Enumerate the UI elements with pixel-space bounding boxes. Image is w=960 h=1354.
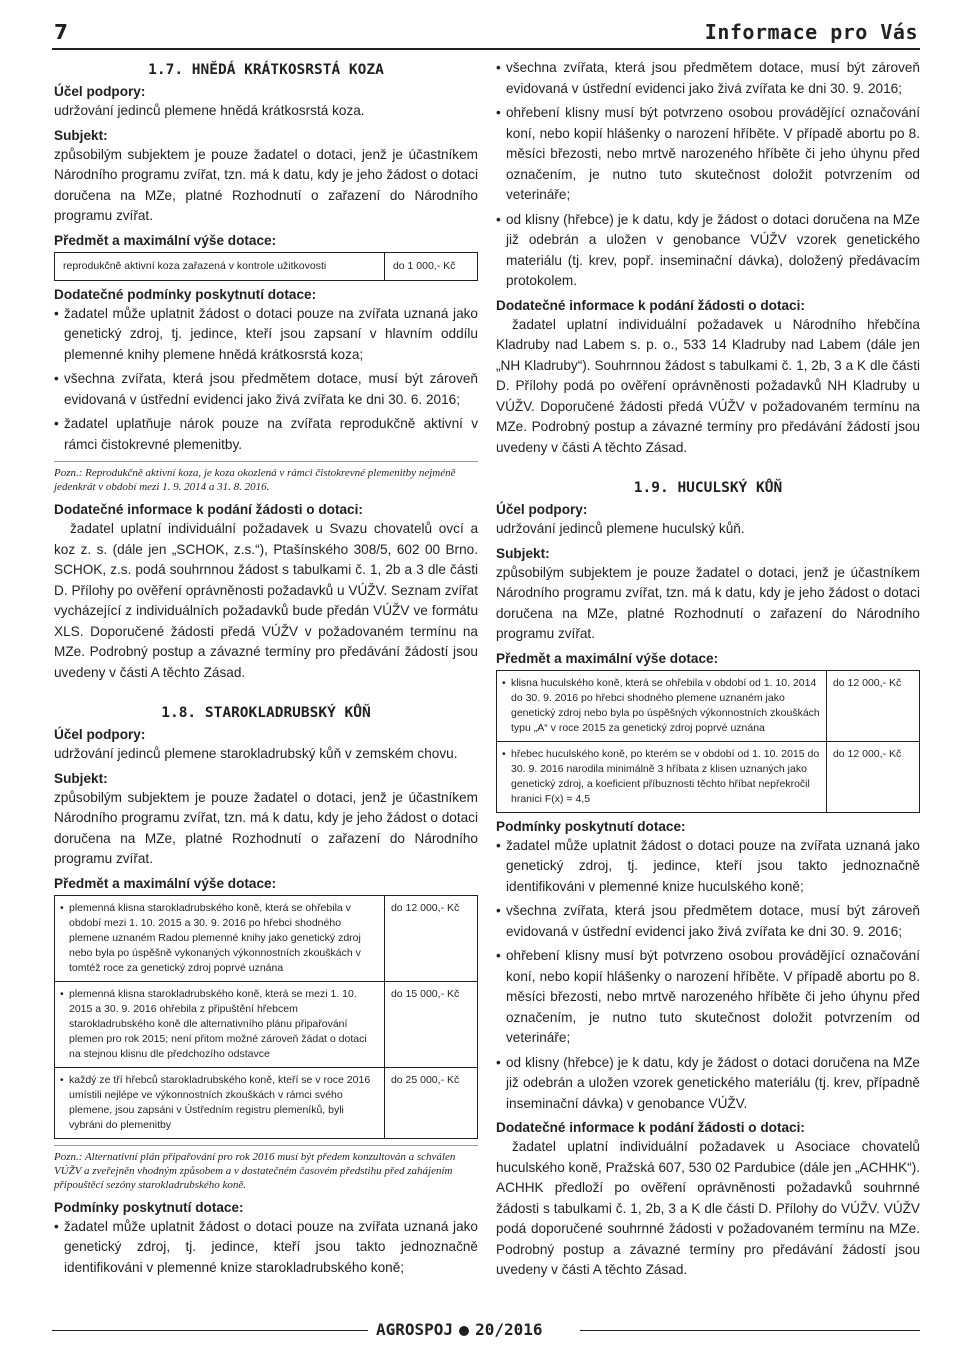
heading-info: Dodatečné informace k podání žádosti o dotaci: — [54, 502, 363, 517]
list-item: • od klisny (hřebce) je k datu, kdy je žádost o dotaci doručena na MZe již odebrán a uložen vzorek genetického materiálu (tj. krev, případně inseminační dávka) v genobance VÚŽV. — [496, 1053, 920, 1115]
footnote: Pozn.: Alternativní plán připařování pro rok 2016 musí být předem konzultován a schválen VÚŽV a zveřejněn vhodným způsobem a v dostatečném časovém předstihu před zahájením připouštěcí sezóny starokladrubského koně. — [54, 1145, 478, 1192]
table-cell-desc: • plemenná klisna starokladrubského koně, která se ohřebila v období mezi 1. 10. 2015 a 30. 9. 2016 po hřebci shodného plemene uznaném Radou plemenné knihy jako genetický zdroj nebo byla po úspěšně vykonaných výkonnostních zkouškách v tomtéž roce za genetický zdroj poprvé uznána — [55, 895, 385, 981]
table-cell-value: do 12 000,- Kč — [826, 741, 919, 812]
table-cell-desc: • plemenná klisna starokladrubského koně, která se mezi 1. 10. 2015 a 30. 9. 2016 ohřebila z připuštění hřebcem starokladrubského koně dle alternativního plánu připařování plemen pro rok 2015; není přitom možné zároveň žádat o dotaci na stejnou klisnu dle předchozího odstavce — [55, 981, 385, 1067]
list-item: • ohřebení klisny musí být potvrzeno osobou provádějící označování koní, nebo kopií hlášenky o narození hříběte. V případě abortu po 8. měsíci březosti, nebo mrtvě narozeného hříběte či jeho úhynu před označením, je nutno tuto skutečnost doložit potvrzením od veterináře; — [496, 103, 920, 206]
heading-predmet: Předmět a maximální výše dotace: — [54, 875, 277, 891]
heading-predmet: Předmět a maximální výše dotace: — [54, 232, 277, 248]
footer-publication — [376, 1320, 543, 1339]
list-item: • všechna zvířata, která jsou předmětem dotace, musí být zároveň evidovaná v ústřední evidenci jako živá zvířata ke dni 30. 9. 2016; — [496, 58, 920, 99]
table-cell-desc: • každý ze tří hřebců starokladrubského koně, kteří se v roce 2016 umístili nejlépe ve výkonnostních zkouškách v rámci svého plemene, jsou zapsáni v Ústředním registru plemeníků, byli vybráni do plemenitby — [55, 1067, 385, 1138]
header-rule — [52, 48, 920, 50]
heading-ucel: Účel podpory: — [496, 502, 588, 517]
text-subjekt: způsobilým subjektem je pouze žadatel o dotaci, jenž je účastníkem Národního programu zvířat, tzn. má k datu, kdy je jeho žádost o dotaci doručena na MZe, platné Rozhodnutí o zařazení do Národního programu zvířat. — [496, 564, 920, 641]
table-row — [55, 252, 478, 280]
list-item: • žadatel může uplatnit žádost o dotaci pouze na zvířata uznaná jako genetický zdroj, tj. jedince, kteří jsou takto jednoznačně identifikováni v plemenné knize starokladrubského koně; — [54, 1217, 478, 1279]
list-item: • žadatel může uplatnit žádost o dotaci pouze na zvířata uznaná jako genetický zdroj, tj. jedince, kteří jsou zapsaní v hlavním oddílu plemenné knihy plemene hnědá krátkosrstá koza; — [54, 304, 478, 366]
section-title-hneda-koza: 1.7. HNĚDÁ KRÁTKOSRSTÁ KOZA — [148, 62, 384, 78]
bullet-dot-icon — [459, 1326, 469, 1336]
table-row — [497, 670, 920, 741]
conditions-list — [496, 836, 920, 1115]
conditions-list — [54, 304, 478, 456]
text-ucel: udržování jedinců plemene hnědá krátkosrstá koza. — [54, 103, 365, 118]
text-subjekt: způsobilým subjektem je pouze žadatel o dotaci, jenž je účastníkem Národního programu zvířat, tzn. má k datu, kdy je jeho žádost o dotaci doručena na MZe, platné Rozhodnutí o zařazení do Národního programu zvířat. — [54, 789, 478, 866]
text-info: žadatel uplatní individuální požadavek u Asociace chovatelů huculského koně, Pražská 607, 530 02 Pardubice (dále jen „ACHHK“). ACHHK předloží po ověření oprávněnosti požadavků souhrnné žádosti s tabulkami č. 1, 2b, 3 a K dle části D. Přílohy do VÚŽV. VÚŽV podá doporučené souhrnné žádosti v požadovaném termínu na MZe. Podrobný postup a závazné termíny pro předávání žádostí jsou uvedeny v části A těchto Zásad. — [496, 1139, 920, 1277]
table-cell-value: do 1 000,- Kč — [384, 252, 477, 280]
text-info: žadatel uplatní individuální požadavek u Svazu chovatelů ovcí a koz z. s. (dále jen „SCHOK, z.s.“), Ptašínského 308/5, 602 00 Brno. SCHOK, z.s. podá souhrnnou žádost s tabulkami č. 1, 2b a 3 dle části D. Přílohy po ověření oprávněnosti požadavků u VÚŽV. Seznam zvířat vycházející z individuálních požadavků bude předán VÚŽV ve formátu XLS. Doporučené žádosti předá VÚŽV v požadovaném termínu na MZe. Podrobný postup a závazné termíny pro předávání žádostí jsou uvedeny v části A těchto Zásad. — [54, 521, 478, 680]
table-row — [55, 981, 478, 1067]
section-title-huculsky: 1.9. HUCULSKÝ KŮŇ — [633, 480, 783, 496]
heading-ucel: Účel podpory: — [54, 727, 146, 742]
conditions-list — [54, 1217, 478, 1279]
subsidy-table — [54, 252, 478, 281]
list-item: • žadatel uplatňuje nárok pouze na zvířata reprodukčně aktivní v rámci čistokrevné plemenitby. — [54, 414, 478, 455]
table-cell-value: do 12 000,- Kč — [826, 670, 919, 741]
list-item: • všechna zvířata, která jsou předmětem dotace, musí být zároveň evidovaná v ústřední evidenci jako živá zvířata ke dni 30. 9. 2016; — [496, 901, 920, 942]
heading-subjekt: Subjekt: — [54, 770, 108, 786]
list-item: • všechna zvířata, která jsou předmětem dotace, musí být zároveň evidovaná v ústřední evidenci jako živá zvířata ke dni 30. 6. 2016; — [54, 369, 478, 410]
heading-podminky: Podmínky poskytnutí dotace: — [54, 1199, 244, 1215]
footnote: Pozn.: Reprodukčně aktivní koza, je koza okozlená v rámci čistokrevné plemenitby nejméně jedenkrát v období mezi 1. 9. 2014 a 31. 8. 2016. — [54, 461, 478, 494]
section-title-starokladrubsky: 1.8. STAROKLADRUBSKÝ KŮŇ — [161, 705, 371, 721]
heading-info: Dodatečné informace k podání žádosti o dotaci: — [496, 297, 805, 313]
text-info: žadatel uplatní individuální požadavek u Národního hřebčína Kladruby nad Labem s. p. o., 533 14 Kladruby nad Labem (dále jen „NH Kladruby“). Souhrnnou žádost s tabulkami č. 1, 2b, 3 a K dle části D. Přílohy podá po ověření oprávněnosti požadavků NH Kladruby u VÚŽV. Doporučené žádosti předá VÚŽV v požadovaném termínu na MZe. Podrobný postup a závazné termíny pro předávání žádostí jsou uvedeny v části A těchto Zásad. — [496, 316, 920, 455]
footer-issue: 20/2016 — [475, 1320, 543, 1339]
text-ucel: udržování jedinců plemene huculský kůň. — [496, 521, 745, 536]
list-item: • od klisny (hřebce) je k datu, kdy je žádost o dotaci doručena na MZe již odebrán a uložen v genobance VÚŽV vzorek genetického materiálu (tj. krev, popř. inseminační dávka), doložený předávacím protokolem. — [496, 210, 920, 292]
table-row — [55, 895, 478, 981]
heading-info: Dodatečné informace k podání žádosti o dotaci: — [496, 1120, 805, 1135]
heading-ucel: Účel podpory: — [54, 84, 146, 99]
heading-subjekt: Subjekt: — [54, 127, 108, 143]
footer-name: AGROSPOJ — [376, 1320, 454, 1339]
table-cell-desc: • hřebec huculského koně, po kterém se v období od 1. 10. 2015 do 30. 9. 2016 narodila minimálně 3 hříbata z klisen uznaných jako genetický zdroj, a koeficient příbuznosti těchto hříbat nepřekročil hranici F(x) = 4,5 — [497, 741, 827, 812]
footer-rule-right — [580, 1330, 920, 1331]
table-row — [497, 741, 920, 812]
conditions-list-continued — [496, 58, 920, 292]
text-ucel: udržování jedinců plemene starokladrubský kůň v zemském chovu. — [54, 746, 458, 761]
table-cell-value: do 12 000,- Kč — [384, 895, 477, 981]
subsidy-table — [496, 670, 920, 813]
table-cell-desc: reprodukčně aktivní koza zařazená v kontrole užitkovosti — [55, 252, 385, 280]
page-number: 7 — [54, 20, 68, 44]
footer-rule-left — [52, 1330, 368, 1331]
right-column — [496, 56, 920, 1283]
table-cell-value: do 25 000,- Kč — [384, 1067, 477, 1138]
subsidy-table — [54, 895, 478, 1139]
heading-predmet: Předmět a maximální výše dotace: — [496, 650, 719, 666]
list-item: • ohřebení klisny musí být potvrzeno osobou provádějící označování koní, nebo kopií hlášenky o narození hříběte. V případě abortu po 8. měsíci březosti, nebo mrtvě narozeného hříběte či jeho úhynu před označením, je nutno tuto skutečnost doložit potvrzením od veterináře; — [496, 946, 920, 1049]
heading-podminky: Dodatečné podmínky poskytnutí dotace: — [54, 286, 317, 302]
list-item: • žadatel může uplatnit žádost o dotaci pouze na zvířata uznaná jako genetický zdroj, tj. jedince, kteří jsou takto jednoznačně identifikováni v plemenné knize huculského koně; — [496, 836, 920, 898]
left-column — [54, 56, 478, 1282]
heading-podminky: Podmínky poskytnutí dotace: — [496, 818, 686, 834]
table-row — [55, 1067, 478, 1138]
header-title: Informace pro Vás — [704, 20, 918, 44]
table-cell-value: do 15 000,- Kč — [384, 981, 477, 1067]
table-cell-desc: • klisna huculského koně, která se ohřebila v období od 1. 10. 2014 do 30. 9. 2016 po hřebci shodného plemene uznaném jako genetický zdroj nebo byla po úspěšných výkonnostních zkouškách typu „A“ v roce 2015 za genetický zdroj poprvé uznána — [497, 670, 827, 741]
text-subjekt: způsobilým subjektem je pouze žadatel o dotaci, jenž je účastníkem Národního programu zvířat, tzn. má k datu, kdy je jeho žádost o dotaci doručena na MZe, platné Rozhodnutí o zařazení do Národního programu zvířat. — [54, 146, 478, 223]
heading-subjekt: Subjekt: — [496, 545, 550, 561]
